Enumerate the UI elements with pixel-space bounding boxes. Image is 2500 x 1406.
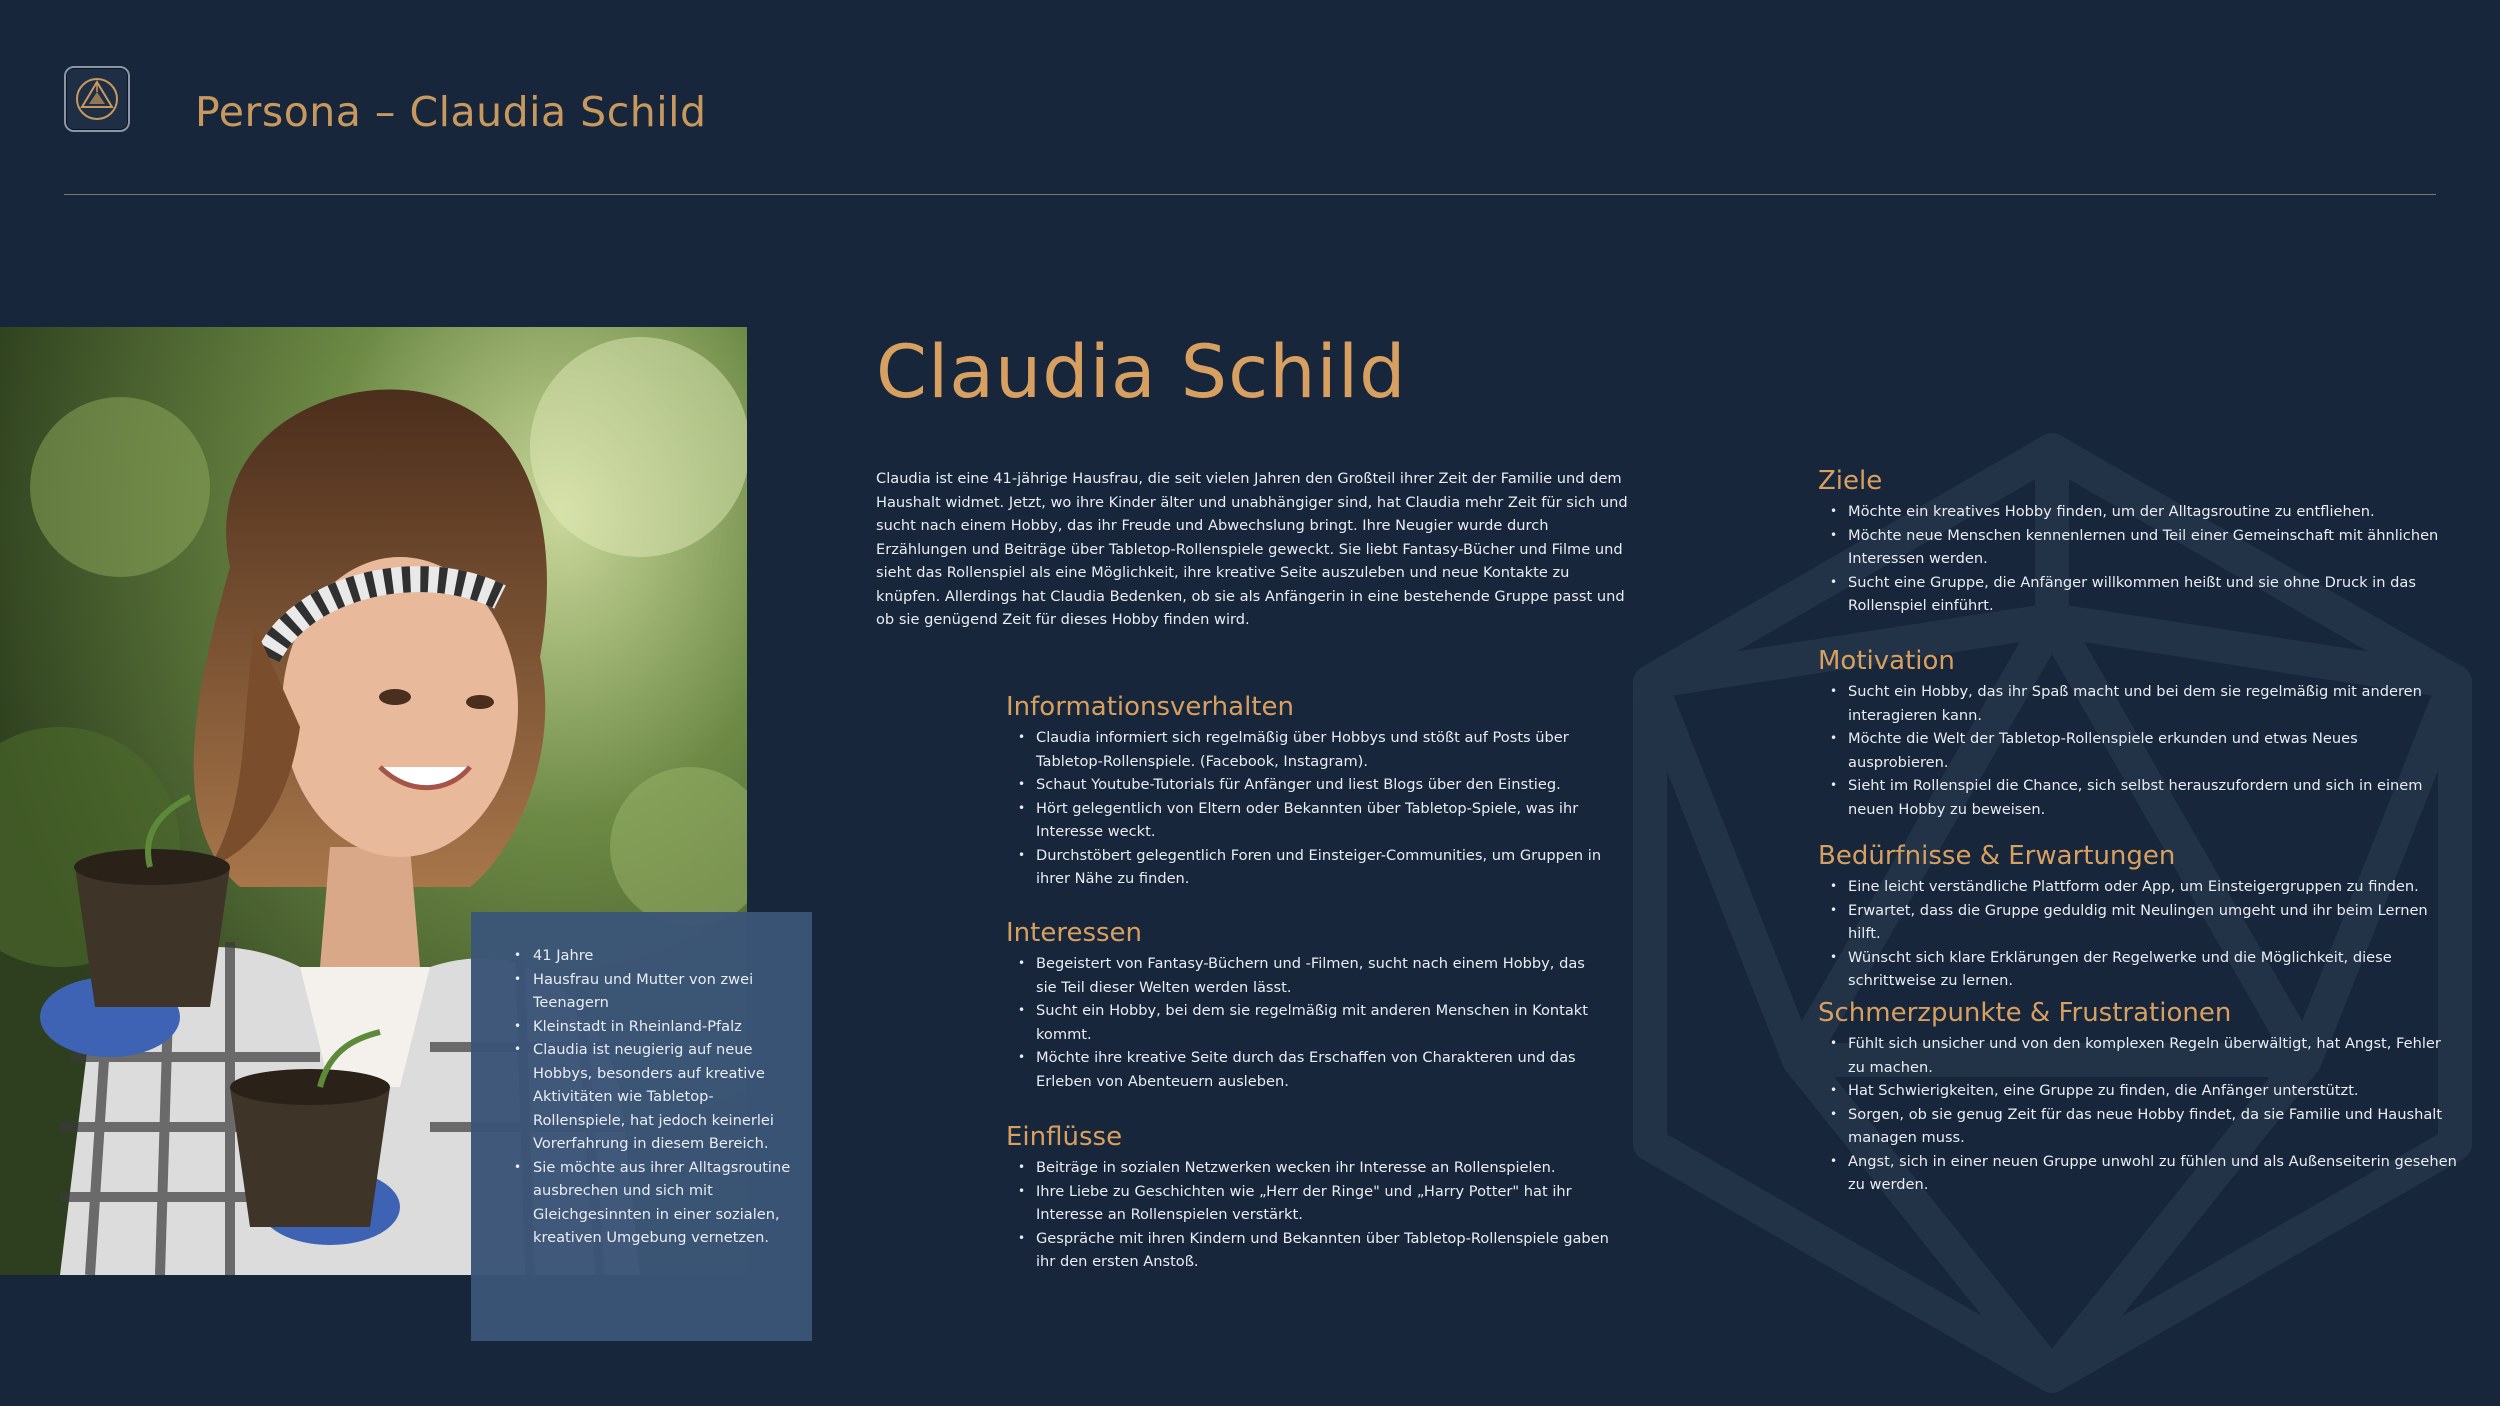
list-item: • Hausfrau und Mutter von zwei Teenagern [514, 968, 804, 1015]
list-item: • Schaut Youtube-Tutorials für Anfänger und liest Blogs über den Einstieg. [1006, 773, 1606, 797]
section-title: Bedürfnisse & Erwartungen [1818, 841, 2176, 871]
list-item: • Beiträge in sozialen Netzwerken wecken ihr Interesse an Rollenspielen. [1006, 1156, 1626, 1180]
section-title: Einflüsse [1006, 1122, 1123, 1152]
section-beduerfnisse [1818, 841, 2458, 993]
list-item: • Angst, sich in einer neuen Gruppe unwohl zu fühlen und als Außenseiterin gesehen zu werden. [1818, 1150, 2458, 1197]
list-item: • Sucht ein Hobby, das ihr Spaß macht und bei dem sie regelmäßig mit anderen interagieren kann. [1818, 680, 2458, 727]
list-item: • Ihre Liebe zu Geschichten wie „Herr der Ringe" und „Harry Potter" hat ihr Interesse an Rollenspielen verstärkt. [1006, 1180, 1626, 1227]
list-item: • Claudia informiert sich regelmäßig über Hobbys und stößt auf Posts über Tabletop-Rollenspiele. (Facebook, Instagram). [1006, 726, 1606, 773]
list-item: • Kleinstadt in Rheinland-Pfalz [514, 1015, 804, 1039]
page-title: Persona – Claudia Schild [195, 88, 707, 136]
facts-list [514, 944, 804, 1250]
list-item: • Sucht ein Hobby, bei dem sie regelmäßig mit anderen Menschen in Kontakt kommt. [1006, 999, 1606, 1046]
section-schmerzpunkte [1818, 998, 2458, 1197]
list-item: • Claudia ist neugierig auf neue Hobbys, besonders auf kreative Aktivitäten wie Tabletop-Rollenspiele, hat jedoch keinerlei Vorerfahrung in diesem Bereich. [514, 1038, 804, 1156]
list-item: • Möchte neue Menschen kennenlernen und Teil einer Gemeinschaft mit ähnlichen Interessen werden. [1818, 524, 2458, 571]
section-interessen [1006, 918, 1606, 1093]
section-title: Motivation [1818, 646, 1955, 676]
section-informationsverhalten [1006, 692, 1606, 891]
section-einfluesse [1006, 1122, 1626, 1274]
list-item: • Sieht im Rollenspiel die Chance, sich selbst herauszufordern und sich in einem neuen Hobby zu beweisen. [1818, 774, 2458, 821]
section-ziele [1818, 466, 2458, 618]
section-title: Schmerzpunkte & Frustrationen [1818, 998, 2232, 1028]
list-item: • 41 Jahre [514, 944, 804, 968]
d20-dice-icon [64, 66, 130, 132]
section-title: Interessen [1006, 918, 1143, 948]
list-item: • Möchte die Welt der Tabletop-Rollenspiele erkunden und etwas Neues ausprobieren. [1818, 727, 2458, 774]
list-item: • Sorgen, ob sie genug Zeit für das neue Hobby findet, da sie Familie und Haushalt managen muss. [1818, 1103, 2458, 1150]
section-title: Informationsverhalten [1006, 692, 1294, 722]
list-item: • Begeistert von Fantasy-Büchern und -Filmen, sucht nach einem Hobby, das sie Teil dieser Welten werden lässt. [1006, 952, 1606, 999]
list-item: • Gespräche mit ihren Kindern und Bekannten über Tabletop-Rollenspiele gaben ihr den ersten Anstoß. [1006, 1227, 1626, 1274]
list-item: • Möchte ihre kreative Seite durch das Erschaffen von Charakteren und das Erleben von Abenteuern ausleben. [1006, 1046, 1606, 1093]
section-motivation [1818, 646, 2458, 821]
list-item: • Hört gelegentlich von Eltern oder Bekannten über Tabletop-Spiele, was ihr Interesse weckt. [1006, 797, 1606, 844]
persona-intro: Claudia ist eine 41-jährige Hausfrau, die seit vielen Jahren den Großteil ihrer Zeit der Familie und dem Haushalt widmet. Jetzt, wo ihre Kinder älter und unabhängiger sind, hat Claudia mehr Zeit für sich und sucht nach einem Hobby, das ihr Freude und Abwechslung bringt. Ihre Neugier wurde durch Erzählungen und Beiträge über Tabletop-Rollenspiele geweckt. Sie liebt Fantasy-Bücher und Filme und sieht das Rollenspiel als eine Möglichkeit, ihre kreative Seite auszuleben und neue Kontakte zu knüpfen. Allerdings hat Claudia Bedenken, ob sie als Anfängerin in eine bestehende Gruppe passt und ob sie genügend Zeit für dieses Hobby finden wird. [876, 470, 1628, 628]
list-item: • Wünscht sich klare Erklärungen der Regelwerke und die Möglichkeit, diese schrittweise zu lernen. [1818, 946, 2458, 993]
list-item: • Durchstöbert gelegentlich Foren und Einsteiger-Communities, um Gruppen in ihrer Nähe zu finden. [1006, 844, 1606, 891]
list-item: • Eine leicht verständliche Plattform oder App, um Einsteigergruppen zu finden. [1818, 875, 2458, 899]
list-item: • Möchte ein kreatives Hobby finden, um der Alltagsroutine zu entfliehen. [1818, 500, 2458, 524]
list-item: • Erwartet, dass die Gruppe geduldig mit Neulingen umgeht und ihr beim Lernen hilft. [1818, 899, 2458, 946]
list-item: • Fühlt sich unsicher und von den komplexen Regeln überwältigt, hat Angst, Fehler zu machen. [1818, 1032, 2458, 1079]
list-item: • Hat Schwierigkeiten, eine Gruppe zu finden, die Anfänger unterstützt. [1818, 1079, 2458, 1103]
persona-name: Claudia Schild [876, 330, 1407, 415]
list-item: • Sie möchte aus ihrer Alltagsroutine ausbrechen und sich mit Gleichgesinnten in einer sozialen, kreativen Umgebung vernetzen. [514, 1156, 804, 1250]
list-item: • Sucht eine Gruppe, die Anfänger willkommen heißt und sie ohne Druck in das Rollenspiel einführt. [1818, 571, 2458, 618]
section-title: Ziele [1818, 466, 1883, 496]
header-divider [64, 194, 2436, 195]
